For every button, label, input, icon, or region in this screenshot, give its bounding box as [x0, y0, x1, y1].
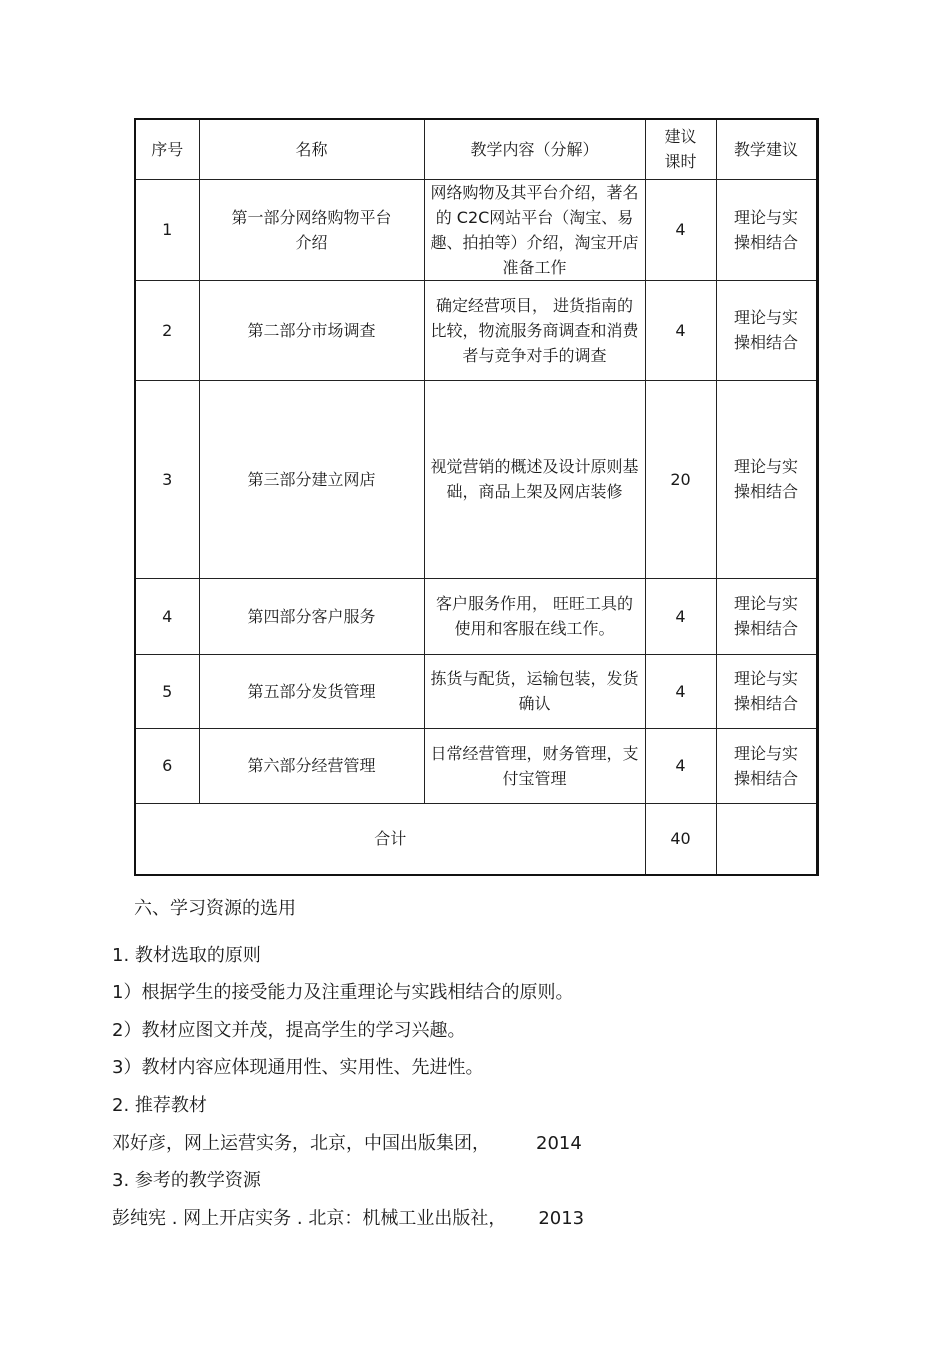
table-row: [135, 578, 817, 654]
row-hours: 4: [645, 280, 716, 380]
row-advice: 理论与实操相结合: [716, 380, 817, 578]
total-advice-empty: [716, 803, 817, 875]
row-hours: 4: [645, 728, 716, 803]
principle-1: 1）根据学生的接受能力及注重理论与实践相结合的原则。: [112, 982, 574, 1003]
row-content: 确定经营项目， 进货指南的比较，物流服务商调查和消费者与竞争对手的调查: [424, 280, 645, 380]
row-number: 5: [135, 654, 199, 728]
recommended-book: [112, 1132, 582, 1156]
row-name: 第二部分市场调查: [199, 280, 424, 380]
reference-book-year: 2013: [538, 1208, 585, 1229]
row-content: 日常经营管理，财务管理，支付宝管理: [424, 728, 645, 803]
subheading-recommended: 2. 推荐教材: [112, 1095, 207, 1116]
principle-2: 2）教材应图文并茂，提高学生的学习兴趣。: [112, 1020, 466, 1041]
subheading-reference: 3. 参考的教学资源: [112, 1170, 261, 1191]
reference-book: [112, 1207, 584, 1231]
table-row: [135, 179, 817, 280]
row-number: 1: [135, 179, 199, 280]
row-content: 客户服务作用， 旺旺工具的使用和客服在线工作。: [424, 578, 645, 654]
row-hours: 4: [645, 578, 716, 654]
row-advice: 理论与实操相结合: [716, 728, 817, 803]
row-number: 2: [135, 280, 199, 380]
table-row: [135, 380, 817, 578]
row-name: 第一部分网络购物平台介绍: [199, 179, 424, 280]
row-name: 第三部分建立网店: [199, 380, 424, 578]
header-content: 教学内容（分解）: [424, 119, 645, 179]
row-name: 第六部分经营管理: [199, 728, 424, 803]
header-no: 序号: [135, 119, 199, 179]
row-name: 第四部分客户服务: [199, 578, 424, 654]
row-number: 4: [135, 578, 199, 654]
table-total-row: [135, 803, 817, 875]
row-advice: 理论与实操相结合: [716, 280, 817, 380]
row-content: 网络购物及其平台介绍，著名的 C2C网站平台（淘宝、易趣、拍拍等）介绍，淘宝开店准备工作: [424, 179, 645, 280]
row-advice: 理论与实操相结合: [716, 654, 817, 728]
header-hours: 建议课时: [645, 119, 716, 179]
row-number: 3: [135, 380, 199, 578]
row-hours: 4: [645, 179, 716, 280]
total-label: 合计: [135, 803, 645, 875]
principle-3: 3）教材内容应体现通用性、实用性、先进性。: [112, 1057, 484, 1078]
recommended-book-year: 2014: [536, 1133, 582, 1154]
recommended-book-text: 邓好彦，网上运营实务，北京，中国出版集团，: [112, 1133, 490, 1154]
row-hours: 4: [645, 654, 716, 728]
table-row: [135, 654, 817, 728]
row-number: 6: [135, 728, 199, 803]
reference-book-text: 彭纯宪 . 网上开店实务 . 北京：机械工业出版社，: [112, 1208, 507, 1229]
row-name: 第五部分发货管理: [199, 654, 424, 728]
total-hours: 40: [645, 803, 716, 875]
section-heading: 六、学习资源的选用: [134, 898, 296, 919]
row-content: 拣货与配货，运输包装，发货确认: [424, 654, 645, 728]
row-advice: 理论与实操相结合: [716, 578, 817, 654]
teaching-plan-table: [134, 118, 819, 876]
row-advice: 理论与实操相结合: [716, 179, 817, 280]
table-row: [135, 280, 817, 380]
table-header-row: [135, 119, 817, 179]
header-advice: 教学建议: [716, 119, 817, 179]
row-content: 视觉营销的概述及设计原则基础，商品上架及网店装修: [424, 380, 645, 578]
header-name: 名称: [199, 119, 424, 179]
table-row: [135, 728, 817, 803]
subheading-principles: 1. 教材选取的原则: [112, 945, 261, 966]
row-hours: 20: [645, 380, 716, 578]
